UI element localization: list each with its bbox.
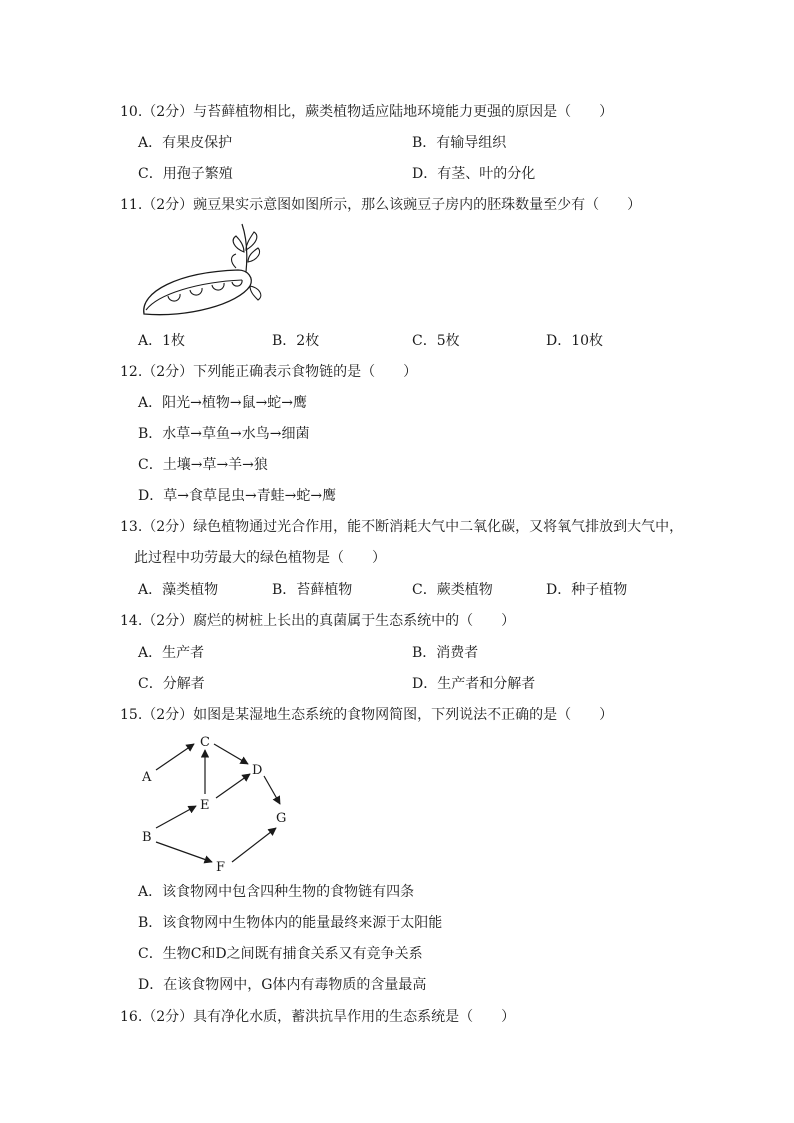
question-12-option-a[interactable]: A．阳光→植物→鼠→蛇→鹰: [138, 395, 308, 411]
node-f: F: [216, 860, 226, 875]
node-d: D: [252, 763, 263, 778]
question-11-option-c[interactable]: C．5枚: [412, 333, 460, 349]
question-11-stem: 11.（2分）豌豆果实示意图如图所示，那么该豌豆子房内的胚珠数量至少有（ ）: [120, 197, 642, 213]
edge-b-e: [156, 806, 196, 828]
question-12-option-b[interactable]: B．水草→草鱼→水鸟→细菌: [138, 426, 310, 442]
question-12-option-c[interactable]: C．土壤→草→羊→狼: [138, 457, 268, 473]
edge-d-g: [264, 776, 280, 804]
question-15-option-c[interactable]: C．生物C和D之间既有捕食关系又有竞争关系: [138, 946, 423, 962]
question-14-option-b[interactable]: B．消费者: [412, 645, 479, 661]
edge-c-d: [214, 744, 248, 764]
question-15-option-b[interactable]: B．该食物网中生物体内的能量最终来源于太阳能: [138, 915, 443, 931]
question-10-option-b[interactable]: B．有输导组织: [412, 135, 507, 151]
question-13-stem: 13.（2分）绿色植物通过光合作用，能不断消耗大气中二氧化碳，又将氧气排放到大气中，: [120, 519, 684, 535]
question-13-stem-continued: 此过程中功劳最大的绿色植物是（ ）: [134, 550, 386, 566]
question-12-option-d[interactable]: D．草→食草昆虫→青蛙→蛇→鹰: [138, 488, 337, 504]
question-15-stem: 15.（2分）如图是某湿地生态系统的食物网简图，下列说法不正确的是（ ）: [120, 707, 614, 723]
question-14-option-a[interactable]: A．生产者: [138, 645, 205, 661]
question-10-option-d[interactable]: D．有茎、叶的分化: [412, 166, 536, 182]
question-11-option-a[interactable]: A．1枚: [138, 333, 186, 349]
node-b: B: [142, 830, 152, 845]
question-15-option-d[interactable]: D．在该食物网中，G体内有毒物质的含量最高: [138, 977, 427, 993]
question-12-stem: 12.（2分）下列能正确表示食物链的是（ ）: [120, 364, 418, 380]
question-11-option-b[interactable]: B．2枚: [272, 333, 320, 349]
question-14-option-d[interactable]: D．生产者和分解者: [412, 676, 536, 692]
node-g: G: [276, 811, 287, 826]
edge-f-g: [232, 828, 276, 862]
question-13-option-b[interactable]: B．苔藓植物: [272, 582, 353, 598]
question-15-option-a[interactable]: A．该食物网中包含四种生物的食物链有四条: [138, 884, 415, 900]
edge-e-d: [216, 774, 250, 798]
question-10-option-a[interactable]: A．有果皮保护: [138, 135, 233, 151]
node-e: E: [200, 798, 210, 813]
question-13-option-c[interactable]: C．蕨类植物: [412, 582, 493, 598]
node-c: C: [200, 735, 210, 750]
edge-b-f: [156, 842, 212, 862]
question-14-option-c[interactable]: C．分解者: [138, 676, 205, 692]
question-10-option-c[interactable]: C．用孢子繁殖: [138, 166, 233, 182]
question-11-option-d[interactable]: D．10枚: [546, 333, 604, 349]
pea-pod-figure: [138, 222, 268, 322]
question-13-option-a[interactable]: A．藻类植物: [138, 582, 219, 598]
food-web-diagram: [130, 728, 310, 878]
question-10-stem: 10.（2分）与苔藓植物相比，蕨类植物适应陆地环境能力更强的原因是（ ）: [120, 104, 614, 120]
edge-a-c: [156, 744, 194, 770]
node-a: A: [142, 770, 152, 785]
question-13-option-d[interactable]: D．种子植物: [546, 582, 628, 598]
question-16-stem: 16.（2分）具有净化水质，蓄洪抗旱作用的生态系统是（ ）: [120, 1009, 516, 1025]
question-14-stem: 14.（2分）腐烂的树桩上长出的真菌属于生态系统中的（ ）: [120, 613, 516, 629]
